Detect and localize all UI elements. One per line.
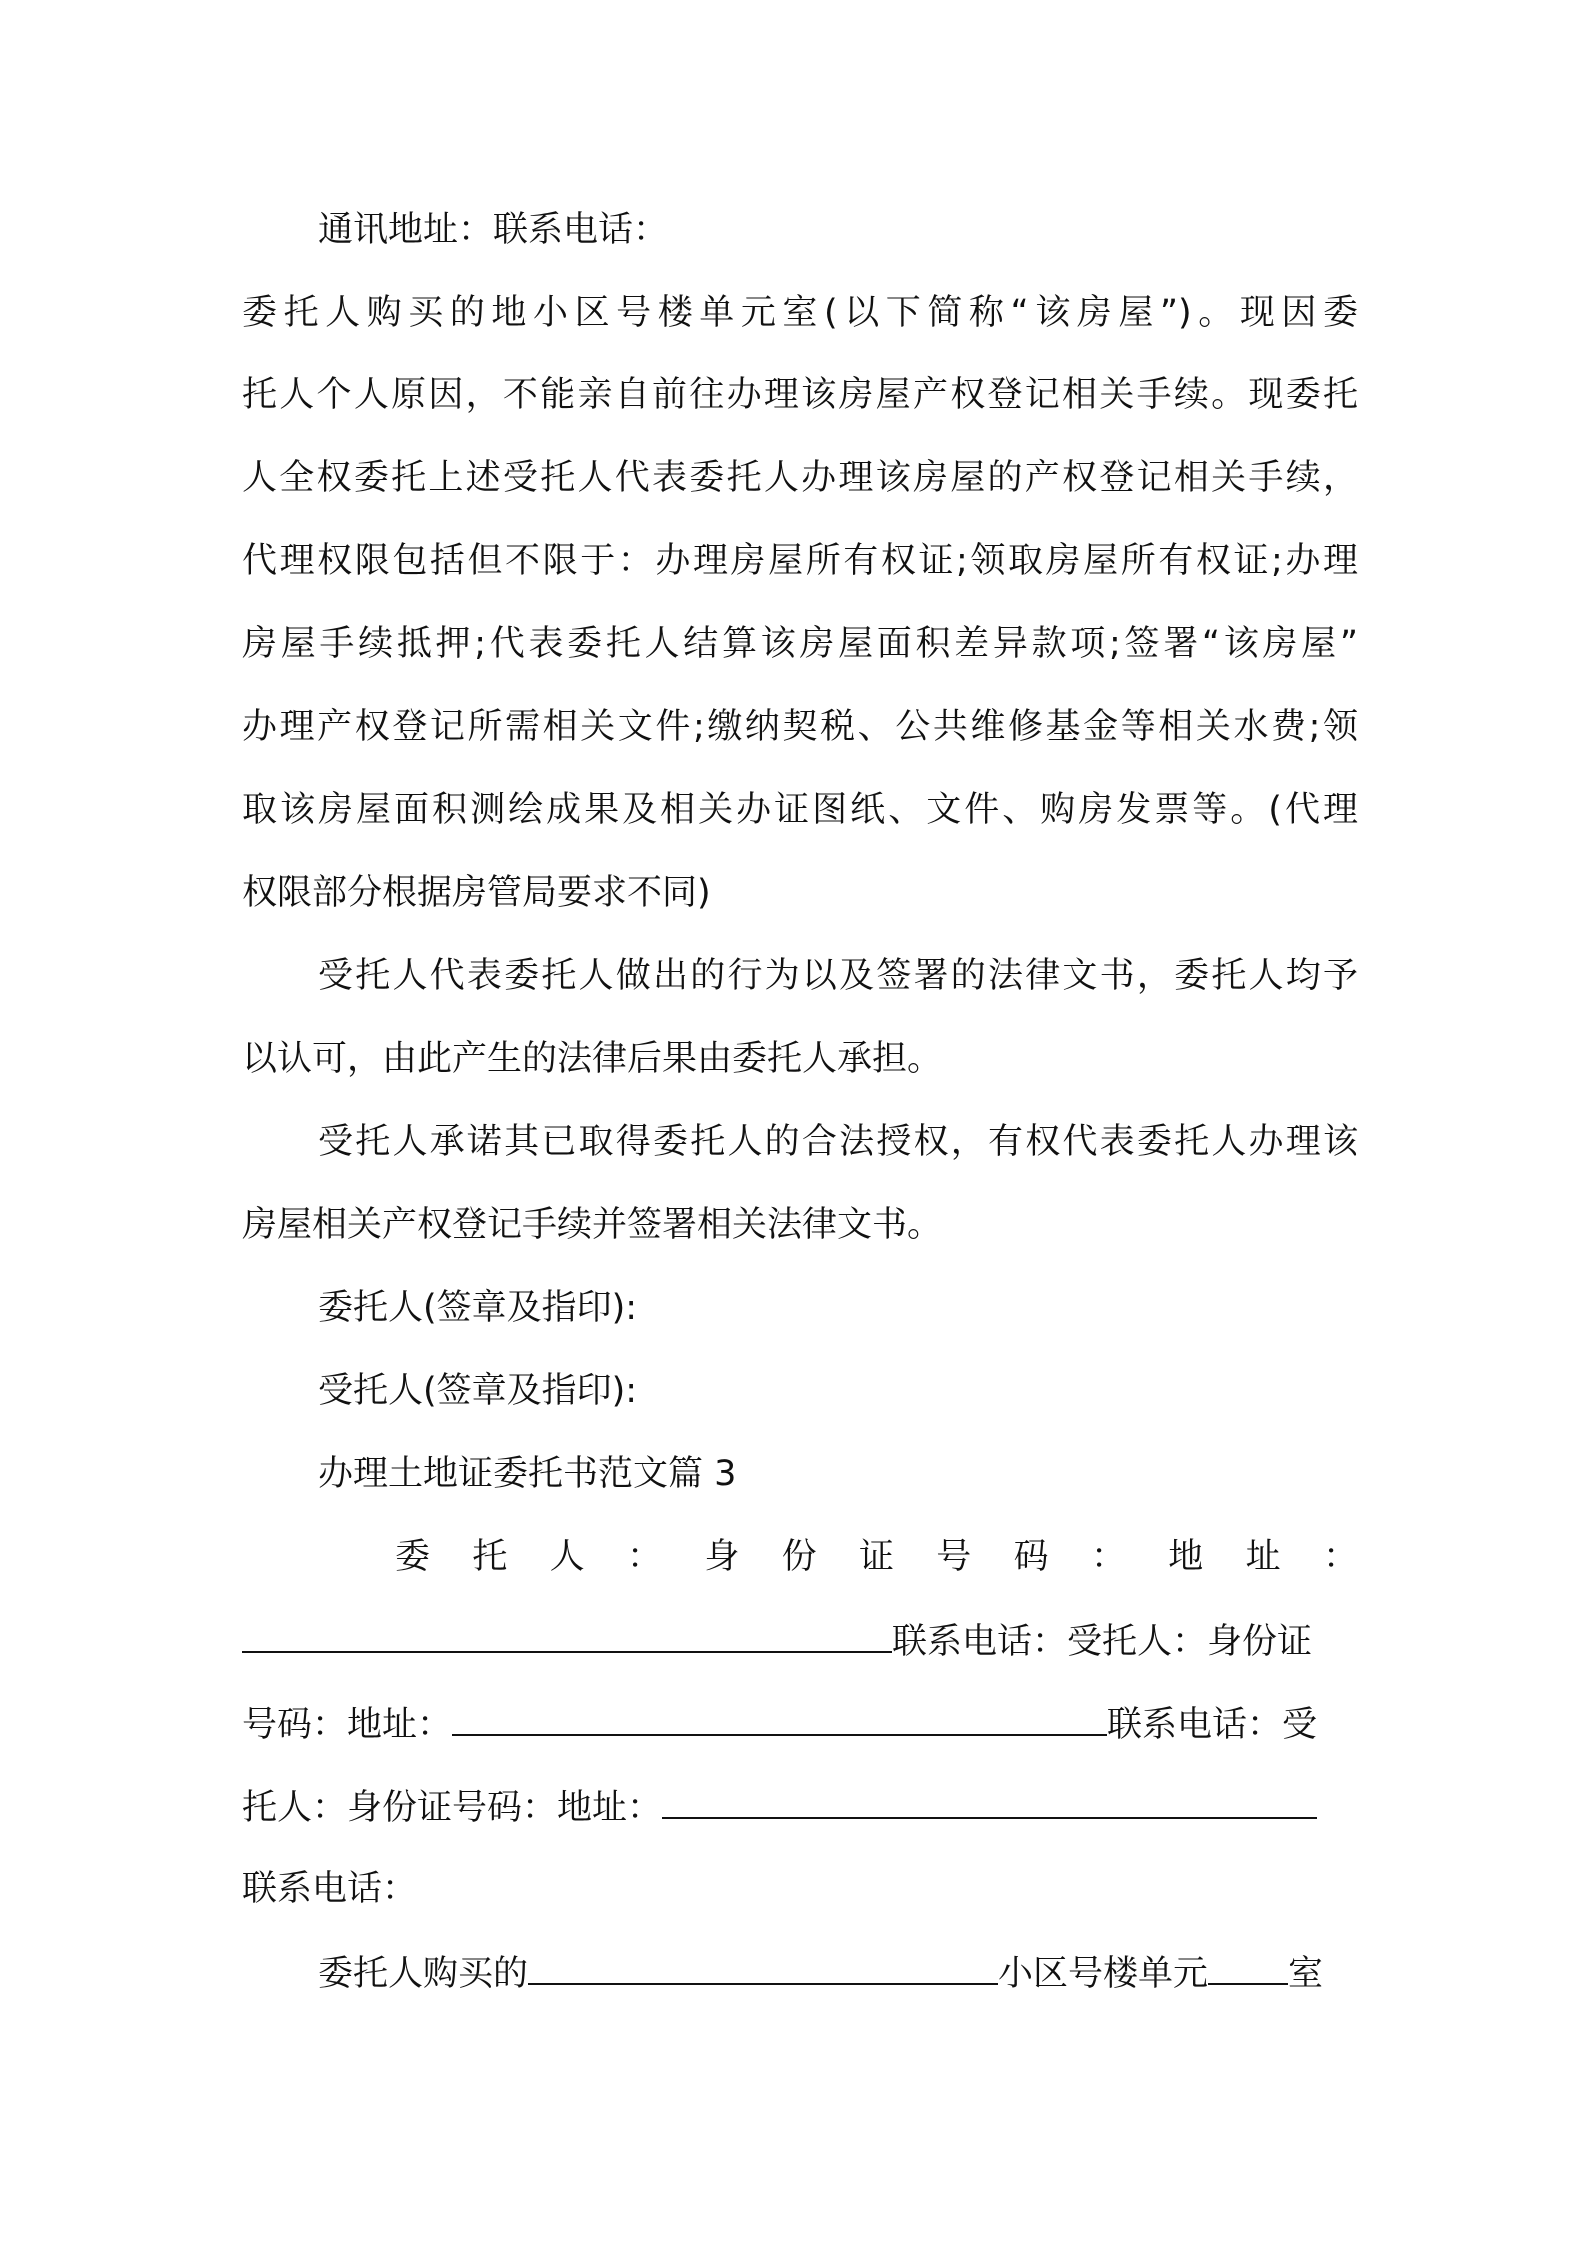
paragraph-text-line: 受托人代表委托人做出的行为以及签署的法律文书，委托人均予 [318,956,1358,996]
spread-char: ： [1090,1537,1126,1577]
spread-char: 人 [549,1537,585,1577]
blank-underline [528,1947,998,1985]
principal-signature-line: 委托人(签章及指印): [318,1288,638,1328]
line-text: 号码：地址： [242,1705,453,1745]
spread-char: ： [626,1537,662,1577]
spread-field-line [395,1532,1358,1582]
spread-char: 委 [395,1537,431,1577]
paragraph-text-line: 权限部分根据房管局要求不同) [242,873,711,913]
paragraph-text-line: 人全权委托上述受托人代表委托人办理该房屋的产权登记相关手续， [242,458,1358,498]
spread-char: 号 [936,1537,972,1577]
spread-char: 地 [1168,1537,1204,1577]
spread-char: 份 [781,1537,817,1577]
blank-field-line [242,1781,1317,1833]
spread-char: 码 [1013,1537,1049,1577]
paragraph-text-line: 办理产权登记所需相关文件;缴纳契税、公共维修基金等相关水费;领 [242,707,1358,747]
blank-underline [242,1615,892,1653]
paragraph-text-line: 委托人购买的地小区号楼单元室(以下简称“该房屋”)。现因委 [242,293,1358,333]
spread-char: ： [1322,1537,1358,1577]
paragraph-contact-address: 通讯地址：联系电话： [318,210,669,250]
blank-field-line [318,1947,1323,1999]
blank-underline [1208,1947,1288,1985]
paragraph-text-line: 联系电话： [242,1869,418,1909]
paragraph-text-line: 房屋手续抵押;代表委托人结算该房屋面积差异款项;签署“该房屋” [242,624,1358,664]
blank-field-line [242,1698,1317,1750]
blank-field-line [242,1615,1312,1667]
paragraph-text-line: 受托人承诺其已取得委托人的合法授权，有权代表委托人办理该 [318,1122,1358,1162]
paragraph-text-line: 托人个人原因，不能亲自前往办理该房屋产权登记相关手续。现委托 [242,375,1358,415]
spread-char: 址 [1245,1537,1281,1577]
spread-char: 托 [472,1537,508,1577]
blank-underline [452,1698,1107,1736]
blank-underline [662,1781,1317,1819]
agent-signature-line: 受托人(签章及指印): [318,1371,638,1411]
line-text: 小区号楼单元 [998,1954,1209,1994]
paragraph-text-line: 取该房屋面积测绘成果及相关办证图纸、文件、购房发票等。(代理 [242,790,1358,830]
line-text: 委托人购买的 [318,1954,529,1994]
line-text: 室 [1288,1954,1324,1994]
line-text: 托人：身份证号码：地址： [242,1788,663,1828]
paragraph-text-line: 代理权限包括但不限于：办理房屋所有权证;领取房屋所有权证;办理 [242,541,1358,581]
line-text: 联系电话：受托人：身份证 [892,1622,1313,1662]
section-heading: 办理土地证委托书范文篇 3 [318,1454,737,1494]
paragraph-text-line: 以认可，由此产生的法律后果由委托人承担。 [242,1039,943,1079]
spread-char: 身 [704,1537,740,1577]
spread-char: 证 [858,1537,894,1577]
paragraph-text-line: 房屋相关产权登记手续并签署相关法律文书。 [242,1205,943,1245]
line-text: 联系电话：受 [1107,1705,1318,1745]
